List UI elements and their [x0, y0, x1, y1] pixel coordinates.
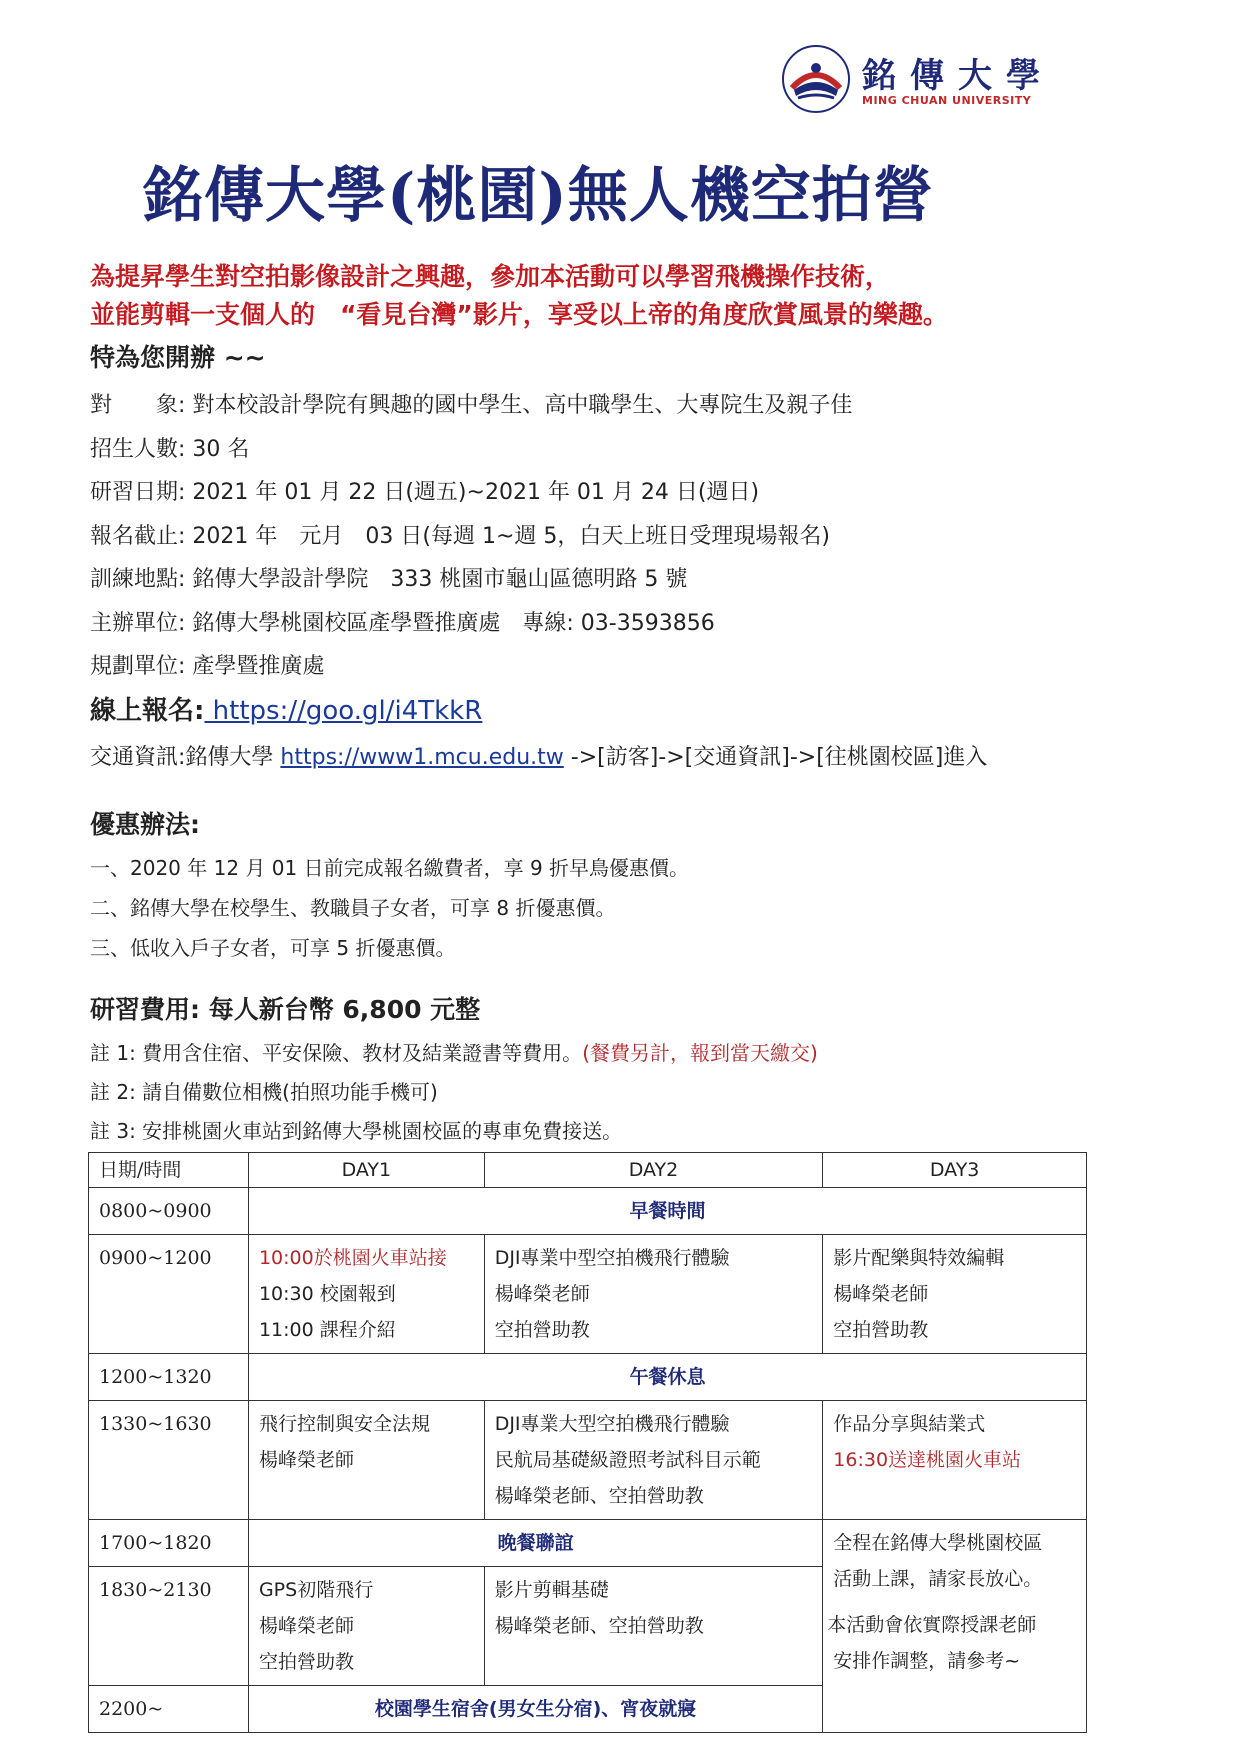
note-1-text: 註 1: 費用含住宿、平安保險、教材及結業證書等費用。 — [90, 1041, 583, 1065]
time-cell: 2200~ — [89, 1686, 249, 1733]
cell-line: DJI專業中型空拍機飛行體驗 — [494, 1247, 730, 1269]
table-header-row — [89, 1153, 1087, 1188]
header-datetime: 日期/時間 — [89, 1153, 249, 1188]
day2-evening-cell — [484, 1567, 823, 1686]
time-cell: 0900~1200 — [89, 1235, 249, 1354]
time-cell: 1200~1320 — [89, 1354, 249, 1401]
header-day3: DAY3 — [823, 1153, 1087, 1188]
special-heading: 特為您開辦 ~~ — [90, 343, 266, 372]
intro-line-1: 為提昇學生對空拍影像設計之興趣，參加本活動可以學習飛機操作技術， — [90, 262, 891, 291]
info-location: 訓練地點: 銘傳大學設計學院 333 桃園市龜山區德明路 5 號 — [90, 567, 688, 592]
time-cell: 0800~0900 — [89, 1188, 249, 1235]
logo-name-cn: 銘傳大學 — [862, 56, 1054, 96]
cell-line: GPS初階飛行 — [258, 1579, 374, 1601]
cell-line: 飛行控制與安全法規 — [258, 1413, 430, 1435]
cell-line: 楊峰榮老師 — [258, 1615, 354, 1637]
info-target: 對 象: 對本校設計學院有興趣的國中學生、高中職學生、大專院生及親子佳 — [90, 393, 853, 418]
page-title: 銘傳大學(桃園)無人機空拍營 — [143, 161, 934, 231]
table-row — [89, 1235, 1087, 1354]
info-dates: 研習日期: 2021 年 01 月 22 日(週五)~2021 年 01 月 24 日(週日) — [90, 480, 760, 505]
checkin-text: 10:30 校園報到 — [258, 1283, 396, 1305]
cell-line: 空拍營助教 — [494, 1319, 590, 1341]
cell-line: 作品分享與結業式 — [833, 1413, 986, 1435]
day2-afternoon-cell — [484, 1401, 823, 1520]
lunch-cell: 午餐休息 — [248, 1354, 1086, 1401]
note-1 — [90, 1034, 818, 1073]
cell-line: 空拍營助教 — [258, 1651, 354, 1673]
day1-evening-cell — [248, 1567, 484, 1686]
dorm-cell: 校園學生宿舍(男女生分宿)、宵夜就寢 — [248, 1686, 822, 1733]
day1-morning-cell — [248, 1235, 484, 1354]
notice-line: 全程在銘傳大學桃園校區 — [833, 1532, 1043, 1554]
mcu-website-link[interactable]: https://www1.mcu.edu.tw — [280, 745, 564, 770]
day1-afternoon-cell — [248, 1401, 484, 1520]
cell-line: 影片配樂與特效編輯 — [833, 1247, 1005, 1269]
traffic-suffix: ->[訪客]->[交通資訊]->[往桃園校區]進入 — [563, 745, 988, 770]
table-row — [89, 1401, 1087, 1520]
cell-line: DJI專業大型空拍機飛行體驗 — [494, 1413, 730, 1435]
cell-line: 楊峰榮老師、空拍營助教 — [494, 1485, 704, 1507]
discount-heading: 優惠辦法: — [90, 810, 200, 839]
discount-item: 二、銘傳大學在校學生、教職員子女者，可享 8 折優惠價。 — [90, 896, 616, 920]
day3-morning-cell — [823, 1235, 1087, 1354]
table-row — [89, 1520, 1087, 1567]
discount-item: 三、低收入戶子女者，可享 5 折優惠價。 — [90, 936, 456, 960]
cell-line: 民航局基礎級證照考試科目示範 — [494, 1449, 761, 1471]
cell-line: 楊峰榮老師 — [494, 1283, 590, 1305]
table-row — [89, 1188, 1087, 1235]
notice-line: 本活動會依實際授課老師 — [827, 1614, 1037, 1636]
cell-line: 影片剪輯基礎 — [494, 1579, 609, 1601]
time-cell: 1330~1630 — [89, 1401, 249, 1520]
notes-list — [90, 1034, 818, 1151]
dropoff-text: 16:30送達桃園火車站 — [833, 1449, 1022, 1471]
cell-line: 楊峰榮老師 — [833, 1283, 929, 1305]
info-organizer: 主辦單位: 銘傳大學桃園校區產學暨推廣處 專線: 03-3593856 — [90, 610, 715, 636]
discount-item: 一、2020 年 12 月 01 日前完成報名繳費者，享 9 折早鳥優惠價。 — [90, 856, 690, 880]
online-registration-link[interactable]: https://goo.gl/i4TkkR — [204, 696, 483, 726]
traffic-prefix: 交通資訊:銘傳大學 — [90, 745, 281, 770]
notice-line: 安排作調整，請參考~ — [833, 1650, 1021, 1672]
pickup-time: 10:00 — [258, 1247, 314, 1269]
cell-line: 楊峰榮老師 — [258, 1449, 354, 1471]
info-list — [90, 384, 852, 689]
cell-line: 空拍營助教 — [833, 1319, 929, 1341]
schedule-table — [88, 1152, 1087, 1733]
online-registration — [90, 690, 482, 727]
university-logo — [778, 44, 1054, 114]
fee-heading: 研習費用: 每人新台幣 6,800 元整 — [90, 995, 481, 1024]
university-emblem-icon — [778, 44, 854, 114]
notice-line: 活動上課，請家長放心。 — [833, 1568, 1043, 1590]
note-1-meal: (餐費另計，報到當天繳交) — [582, 1041, 818, 1065]
note-3: 註 3: 安排桃園火車站到銘傳大學桃園校區的專車免費接送。 — [90, 1119, 623, 1143]
intro-line-2: 並能剪輯一支個人的 “看見台灣”影片，享受以上帝的角度欣賞風景的樂趣。 — [90, 300, 948, 329]
cell-line: 楊峰榮老師、空拍營助教 — [494, 1615, 704, 1637]
note-2: 註 2: 請自備數位相機(拍照功能手機可) — [90, 1080, 438, 1104]
time-cell: 1830~2130 — [89, 1567, 249, 1686]
time-cell: 1700~1820 — [89, 1520, 249, 1567]
header-day1: DAY1 — [248, 1153, 484, 1188]
pickup-text: 於桃園火車站接 — [313, 1247, 447, 1269]
info-deadline: 報名截止: 2021 年 元月 03 日(每週 1~週 5，白天上班日受理現場報名) — [90, 523, 830, 549]
info-planner: 規劃單位: 產學暨推廣處 — [90, 654, 325, 679]
traffic-info — [90, 740, 987, 771]
day3-afternoon-cell — [823, 1401, 1087, 1520]
online-registration-label: 線上報名: — [90, 696, 205, 726]
info-enrollment: 招生人數: 30 名 — [90, 436, 250, 462]
intro-text — [90, 258, 948, 334]
day2-morning-cell — [484, 1235, 823, 1354]
breakfast-cell: 早餐時間 — [248, 1188, 1086, 1235]
discount-list — [90, 848, 689, 968]
header-day2: DAY2 — [484, 1153, 823, 1188]
table-row — [89, 1354, 1087, 1401]
dinner-cell: 晚餐聯誼 — [248, 1520, 822, 1567]
day3-evening-notice-cell — [823, 1520, 1087, 1733]
logo-name-en: MING CHUAN UNIVERSITY — [862, 94, 1032, 107]
intro-course-text: 11:00 課程介紹 — [258, 1319, 396, 1341]
